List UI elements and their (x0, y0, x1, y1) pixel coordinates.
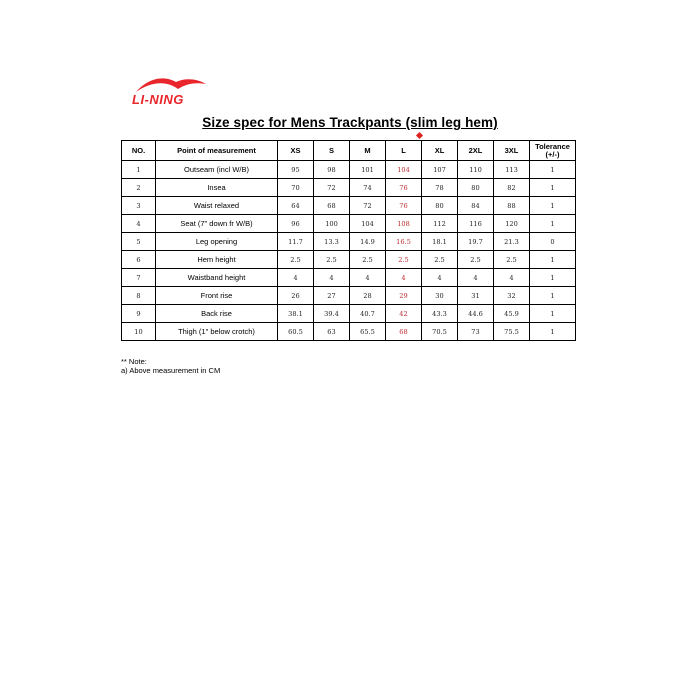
column-header: S (314, 141, 350, 161)
size-value-cell: 80 (422, 197, 458, 215)
size-value-cell: 65.5 (350, 323, 386, 341)
tolerance-cell: 1 (530, 287, 576, 305)
size-value-cell: 4 (458, 269, 494, 287)
size-value-cell: 2.5 (386, 251, 422, 269)
tolerance-cell: 1 (530, 215, 576, 233)
size-value-cell: 68 (386, 323, 422, 341)
size-value-cell: 43.3 (422, 305, 458, 323)
size-value-cell: 72 (350, 197, 386, 215)
size-value-cell: 80 (458, 179, 494, 197)
row-number: 2 (122, 179, 156, 197)
column-header: NO. (122, 141, 156, 161)
table-row (122, 251, 576, 269)
size-value-cell: 31 (458, 287, 494, 305)
table-row (122, 323, 576, 341)
column-header: 2XL (458, 141, 494, 161)
size-value-cell: 14.9 (350, 233, 386, 251)
size-value-cell: 116 (458, 215, 494, 233)
size-value-cell: 76 (386, 179, 422, 197)
size-value-cell: 68 (314, 197, 350, 215)
size-value-cell: 2.5 (314, 251, 350, 269)
size-value-cell: 88 (494, 197, 530, 215)
table-row (122, 179, 576, 197)
size-value-cell: 26 (278, 287, 314, 305)
size-value-cell: 19.7 (458, 233, 494, 251)
table-row (122, 269, 576, 287)
note-heading: ** Note: (121, 357, 147, 366)
size-value-cell: 42 (386, 305, 422, 323)
measurement-point: Back rise (156, 305, 278, 323)
column-header: 3XL (494, 141, 530, 161)
size-value-cell: 60.5 (278, 323, 314, 341)
size-value-cell: 32 (494, 287, 530, 305)
table-header-row (122, 141, 576, 161)
size-value-cell: 74 (350, 179, 386, 197)
column-header: Tolerance (+/-) (530, 141, 576, 161)
measurement-point: Outseam (incl W/B) (156, 161, 278, 179)
table-row (122, 233, 576, 251)
size-value-cell: 27 (314, 287, 350, 305)
size-value-cell: 18.1 (422, 233, 458, 251)
red-marker-icon (416, 132, 423, 139)
size-value-cell: 2.5 (278, 251, 314, 269)
measurement-point: Front rise (156, 287, 278, 305)
measurement-point: Seat (7" down fr W/B) (156, 215, 278, 233)
size-value-cell: 16.5 (386, 233, 422, 251)
measurement-point: Insea (156, 179, 278, 197)
table-row (122, 197, 576, 215)
measurement-point: Leg opening (156, 233, 278, 251)
size-value-cell: 104 (386, 161, 422, 179)
size-value-cell: 63 (314, 323, 350, 341)
row-number: 1 (122, 161, 156, 179)
size-value-cell: 4 (350, 269, 386, 287)
size-value-cell: 82 (494, 179, 530, 197)
size-value-cell: 78 (422, 179, 458, 197)
size-value-cell: 113 (494, 161, 530, 179)
size-value-cell: 2.5 (458, 251, 494, 269)
size-value-cell: 98 (314, 161, 350, 179)
size-value-cell: 21.3 (494, 233, 530, 251)
column-header: Point of measurement (156, 141, 278, 161)
size-value-cell: 38.1 (278, 305, 314, 323)
size-value-cell: 44.6 (458, 305, 494, 323)
row-number: 6 (122, 251, 156, 269)
column-header: XS (278, 141, 314, 161)
row-number: 10 (122, 323, 156, 341)
note-block (121, 357, 220, 375)
table-row (122, 161, 576, 179)
measurement-point: Thigh (1" below crotch) (156, 323, 278, 341)
note-line: a) Above measurement in CM (121, 366, 221, 375)
size-value-cell: 107 (422, 161, 458, 179)
size-spec-table (121, 140, 576, 341)
size-value-cell: 4 (278, 269, 314, 287)
size-value-cell: 84 (458, 197, 494, 215)
tolerance-cell: 1 (530, 305, 576, 323)
size-value-cell: 39.4 (314, 305, 350, 323)
row-number: 3 (122, 197, 156, 215)
size-value-cell: 110 (458, 161, 494, 179)
column-header: XL (422, 141, 458, 161)
size-value-cell: 104 (350, 215, 386, 233)
size-value-cell: 100 (314, 215, 350, 233)
row-number: 4 (122, 215, 156, 233)
size-value-cell: 76 (386, 197, 422, 215)
size-value-cell: 95 (278, 161, 314, 179)
size-value-cell: 4 (494, 269, 530, 287)
size-value-cell: 4 (422, 269, 458, 287)
size-value-cell: 40.7 (350, 305, 386, 323)
size-value-cell: 30 (422, 287, 458, 305)
size-value-cell: 120 (494, 215, 530, 233)
size-value-cell: 29 (386, 287, 422, 305)
size-value-cell: 70.5 (422, 323, 458, 341)
size-value-cell: 73 (458, 323, 494, 341)
table-row (122, 215, 576, 233)
size-value-cell: 64 (278, 197, 314, 215)
size-value-cell: 45.9 (494, 305, 530, 323)
table-row (122, 305, 576, 323)
size-value-cell: 2.5 (494, 251, 530, 269)
size-value-cell: 72 (314, 179, 350, 197)
tolerance-cell: 1 (530, 161, 576, 179)
table-body (122, 161, 576, 341)
tolerance-cell: 1 (530, 179, 576, 197)
size-value-cell: 101 (350, 161, 386, 179)
row-number: 7 (122, 269, 156, 287)
row-number: 9 (122, 305, 156, 323)
size-value-cell: 112 (422, 215, 458, 233)
size-value-cell: 2.5 (422, 251, 458, 269)
size-value-cell: 2.5 (350, 251, 386, 269)
tolerance-cell: 1 (530, 323, 576, 341)
size-value-cell: 4 (386, 269, 422, 287)
measurement-point: Waistband height (156, 269, 278, 287)
column-header: M (350, 141, 386, 161)
size-value-cell: 70 (278, 179, 314, 197)
size-value-cell: 11.7 (278, 233, 314, 251)
size-value-cell: 96 (278, 215, 314, 233)
tolerance-cell: 0 (530, 233, 576, 251)
measurement-point: Waist relaxed (156, 197, 278, 215)
brand-wordmark: LI-NING (132, 92, 184, 107)
size-value-cell: 28 (350, 287, 386, 305)
row-number: 5 (122, 233, 156, 251)
size-value-cell: 13.3 (314, 233, 350, 251)
column-header: L (386, 141, 422, 161)
size-value-cell: 108 (386, 215, 422, 233)
size-value-cell: 75.5 (494, 323, 530, 341)
measurement-point: Hem height (156, 251, 278, 269)
table-row (122, 287, 576, 305)
tolerance-cell: 1 (530, 251, 576, 269)
tolerance-cell: 1 (530, 269, 576, 287)
page-title: Size spec for Mens Trackpants (slim leg hem) (202, 115, 498, 130)
li-ning-logo (132, 76, 214, 110)
tolerance-cell: 1 (530, 197, 576, 215)
size-value-cell: 4 (314, 269, 350, 287)
row-number: 8 (122, 287, 156, 305)
